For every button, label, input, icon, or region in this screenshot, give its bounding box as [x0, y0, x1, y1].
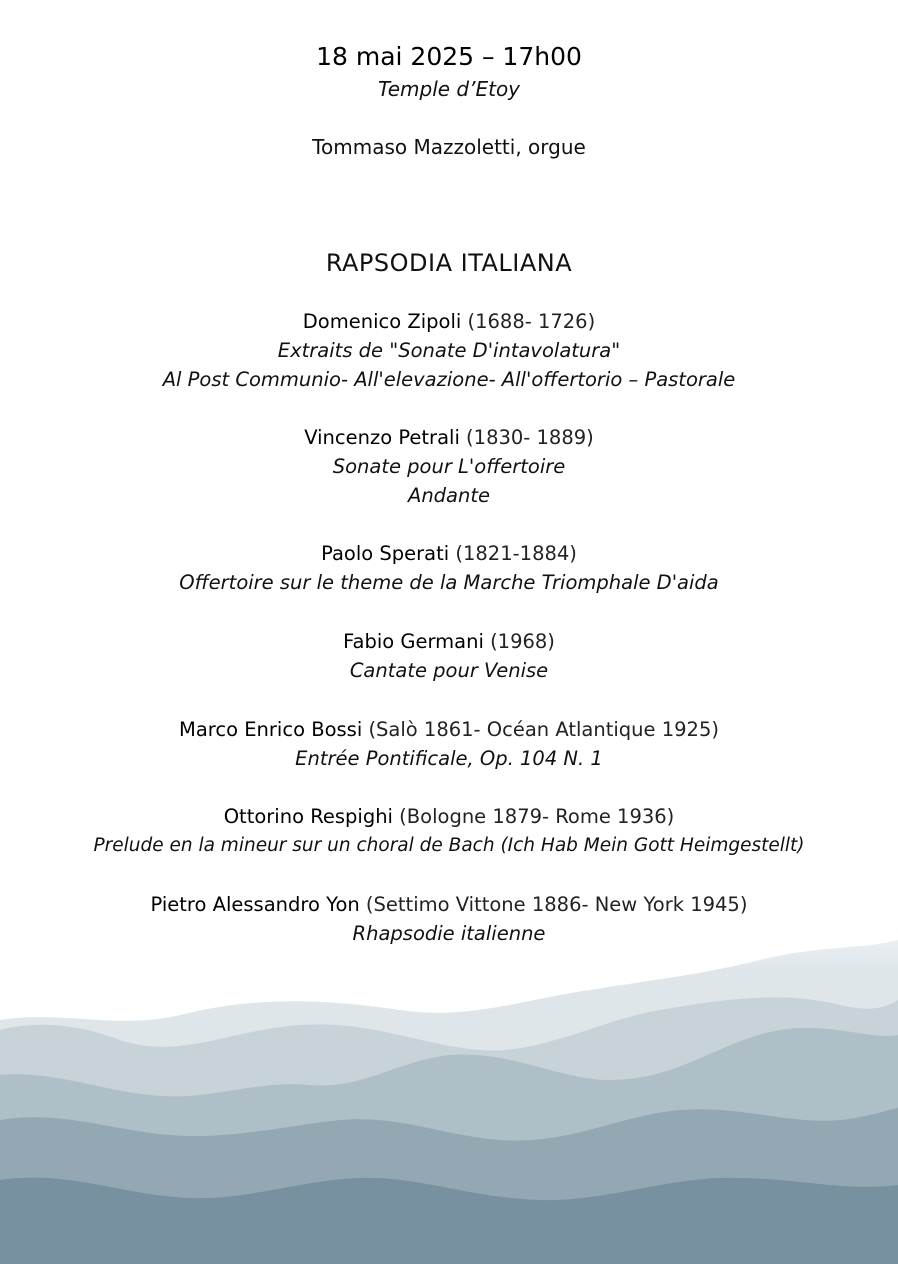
composer-dates: (Bologne 1879- Rome 1936) — [392, 805, 675, 828]
composer-dates: (Salò 1861- Océan Atlantique 1925) — [362, 718, 719, 741]
program-entry-bossi — [0, 715, 898, 773]
composer-name: Domenico Zipoli — [302, 310, 462, 333]
work-title: Andante — [407, 484, 491, 507]
work-title: Extraits de "Sonate D'intavolatura" — [277, 339, 621, 362]
composer-dates: (1968) — [483, 630, 555, 653]
work-title: Sonate pour L'offertoire — [332, 455, 566, 478]
composer-name: Pietro Alessandro Yon — [150, 893, 360, 916]
composer-name: Marco Enrico Bossi — [179, 718, 363, 741]
work-title: Al Post Communio- All'elevazione- All'offertorio – Pastorale — [162, 368, 736, 391]
composer-dates: (1821-1884) — [449, 542, 577, 565]
work-title: Offertoire sur le theme de la Marche Triomphale D'aida — [179, 571, 719, 594]
event-venue: Temple d’Etoy — [377, 77, 521, 101]
program-entry-respighi — [0, 802, 898, 860]
composer-dates: (1688- 1726) — [461, 310, 596, 333]
performer-role: , orgue — [515, 135, 586, 159]
composer-name: Vincenzo Petrali — [304, 426, 460, 449]
program-entry-petrali — [0, 423, 898, 510]
composer-name: Paolo Sperati — [321, 542, 450, 565]
composer-name: Ottorino Respighi — [223, 805, 393, 828]
work-title: Entrée Pontificale, Op. 104 N. 1 — [295, 747, 603, 770]
program-entry-sperati — [0, 539, 898, 597]
program-entry-zipoli — [0, 307, 898, 394]
work-title: Prelude en la mineur sur un choral de Bach (Ich Hab Mein Gott Heimgestellt) — [93, 835, 805, 856]
work-title: Cantate pour Venise — [349, 659, 549, 682]
program-entry-germani — [0, 627, 898, 685]
composer-name: Fabio Germani — [343, 630, 484, 653]
performer-line — [0, 134, 898, 160]
composer-dates: (1830- 1889) — [459, 426, 594, 449]
work-title: Rhapsodie italienne — [352, 922, 546, 945]
event-date: 18 mai 2025 – 17h00 — [316, 42, 582, 71]
performer-name: Tommaso Mazzoletti — [312, 135, 516, 159]
program-entry-yon — [0, 890, 898, 948]
program-title: RAPSODIA ITALIANA — [325, 249, 573, 277]
composer-dates: (Settimo Vittone 1886- New York 1945) — [359, 893, 748, 916]
